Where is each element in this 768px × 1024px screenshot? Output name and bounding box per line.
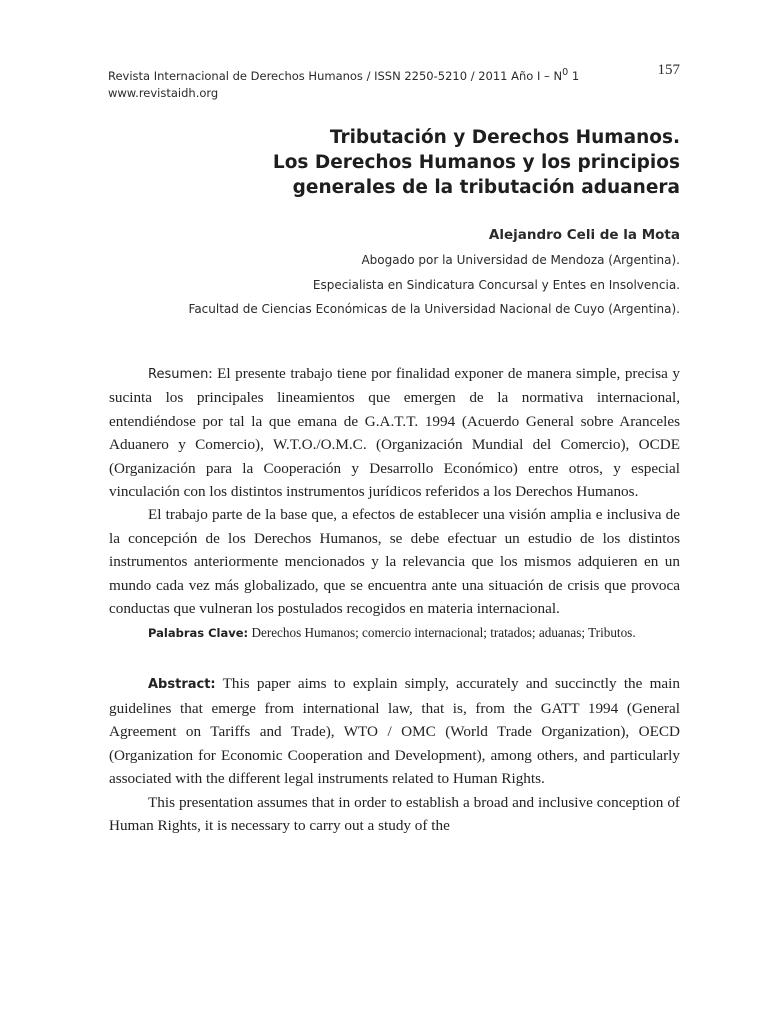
- issue-superscript: 0: [562, 67, 569, 78]
- journal-citation: [108, 64, 680, 85]
- abstract-text-1: This paper aims to explain simply, accurately and succinctly the main guidelines that emerge from international law, that is, from the GATT 1994 (General Agreement on Tariffs and Trade), WTO / OMC (World Trade Organization), OECD (Organization for Economic Cooperation and Development), among others, and particularly associated with the different legal instruments related to Human Rights.: [109, 675, 680, 788]
- author-name: Alejandro Celi de la Mota: [488, 227, 680, 243]
- abstract-label: Abstract:: [148, 677, 216, 693]
- article-title: [120, 125, 680, 200]
- author-block: [80, 225, 680, 322]
- resumen-text-1: : El presente trabajo tiene por finalidad exponer de manera simple, precisa y sucinta los principales lineamientos que emergen de la normativa internacional, entendiéndose por tal la que emana de G.A.T.T. 1994 (Acuerdo General sobre Aranceles Aduanero y Comercio), W.T.O./O.M.C. (Organización Mundial del Comercio), OCDE (Organización para la Cooperación y Desarrollo Económico) entre otros, y especial vinculación con los distintos instrumentos jurídicos referidos a los Derechos Humanos.: [109, 365, 680, 501]
- resumen-paragraph-2: El trabajo parte de la base que, a efectos de establecer una visión amplia e inclusiva de la concepción de los Derechos Humanos, se debe efectuar un estudio de los distintos instrumentos anteriormente mencionados y la relevancia que los mismos adquieren en un mundo cada vez más globalizado, que se encuentra ante una situación de crisis que provoca conductas que vulneran los postulados recogidos en materia internacional.: [109, 506, 680, 618]
- keywords-label: Palabras Clave:: [148, 626, 249, 641]
- abstract-paragraph-1: [109, 672, 680, 790]
- resumen-paragraph-1: [109, 362, 680, 503]
- keywords-paragraph: [109, 622, 680, 644]
- journal-line: Revista Internacional de Derechos Humanos / ISSN 2250-5210 / 2011 Año I – N: [108, 68, 563, 83]
- resumen-label: Resumen: [148, 367, 209, 382]
- page-number: 157: [657, 62, 680, 78]
- abstract-paragraph-2: This presentation assumes that in order to establish a broad and inclusive conception of Human Rights, it is necessary to carry out a study of the: [109, 793, 680, 834]
- title-line-2: Los Derechos Humanos y los principios: [272, 152, 680, 173]
- author-affiliation-1: Abogado por la Universidad de Mendoza (Argentina).: [361, 253, 680, 267]
- author-affiliation-2: Especialista en Sindicatura Concursal y Entes en Insolvencia.: [312, 277, 680, 292]
- title-line-3: generales de la tributación aduanera: [292, 177, 680, 198]
- keywords-text: Derechos Humanos; comercio internacional; tratados; aduanas; Tributos.: [248, 625, 636, 641]
- journal-website: www.revistaidh.org: [108, 85, 219, 100]
- running-head: [108, 64, 680, 102]
- title-line-1: Tributación y Derechos Humanos.: [329, 127, 680, 148]
- issue-number: 1: [568, 68, 580, 83]
- article-body: [109, 362, 680, 837]
- author-affiliation-3: Facultad de Ciencias Económicas de la Universidad Nacional de Cuyo (Argentina).: [188, 302, 680, 316]
